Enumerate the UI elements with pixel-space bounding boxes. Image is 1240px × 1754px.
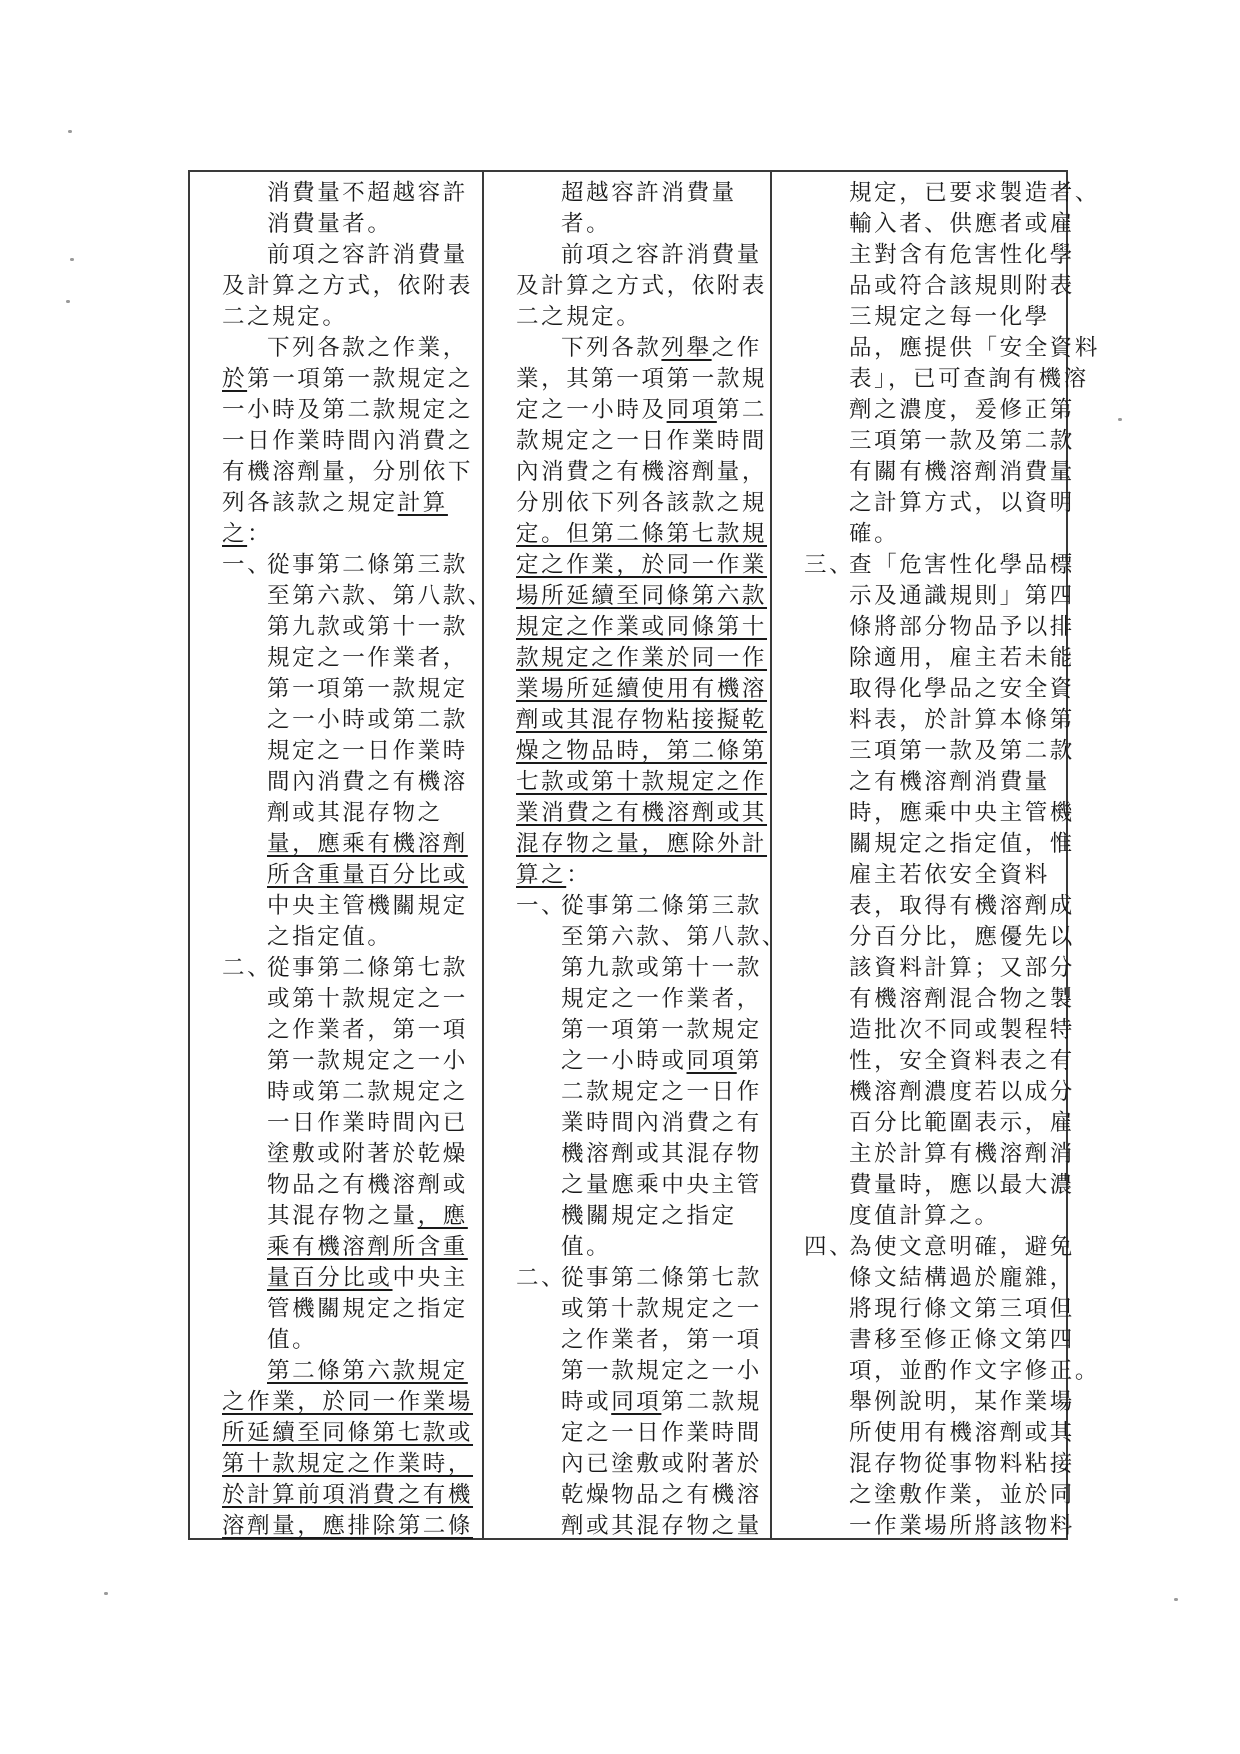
text-line xyxy=(484,891,770,922)
text-line xyxy=(190,1294,482,1325)
text-line xyxy=(772,674,1075,705)
text-segment: 一小時及第二款規定之 xyxy=(222,397,474,423)
text-segment: 或第十款規定之一 xyxy=(267,986,468,1012)
text-line xyxy=(772,550,1075,581)
amended-provisions-column xyxy=(190,172,493,1539)
text-line xyxy=(772,829,1075,860)
text-line xyxy=(190,1387,482,1418)
text-segment: 從事第二條第三款 xyxy=(267,552,468,578)
text-segment: 條文結構過於龐雜， xyxy=(849,1265,1075,1291)
text-line xyxy=(190,1325,482,1356)
text-segment: 之計算方式，以資明 xyxy=(849,490,1075,516)
text-segment: ： xyxy=(566,862,592,888)
scan-speck xyxy=(68,130,72,133)
text-line xyxy=(484,1387,770,1418)
text-segment: 之作業者，第一項 xyxy=(267,1017,468,1043)
comparison-table xyxy=(188,170,1101,1540)
item-number: 二、 xyxy=(516,1265,567,1291)
text-segment: 條將部分物品予以排 xyxy=(849,614,1075,640)
text-segment: 之一小時或 xyxy=(561,1048,687,1074)
text-line xyxy=(484,581,770,612)
text-segment: 間內消費之有機溶 xyxy=(267,769,468,795)
text-line xyxy=(190,1139,482,1170)
text-line xyxy=(772,1015,1075,1046)
text-line xyxy=(190,1015,482,1046)
text-line xyxy=(772,178,1101,209)
text-line xyxy=(190,891,482,922)
explanation-column xyxy=(770,172,1101,1539)
text-line xyxy=(772,705,1075,736)
text-line xyxy=(190,1263,482,1294)
text-segment: 或第十款規定之一 xyxy=(561,1296,762,1322)
text-line xyxy=(772,612,1075,643)
text-segment: 乾燥物品之有機溶 xyxy=(561,1482,762,1508)
text-segment: 有機溶劑量，分別依下 xyxy=(222,459,474,485)
text-line xyxy=(484,922,787,953)
underlined-text-segment: 同項 xyxy=(686,1048,737,1074)
text-line xyxy=(772,1511,1075,1542)
text-segment: 中央主 xyxy=(392,1265,468,1291)
text-segment: 定之一小時及 xyxy=(516,397,667,423)
text-line xyxy=(772,581,1075,612)
text-line xyxy=(484,209,770,240)
text-line xyxy=(484,860,770,891)
scan-speck xyxy=(70,258,74,261)
underlined-text-segment: 定之作業，於同一作業 xyxy=(516,552,768,578)
text-line xyxy=(772,333,1101,364)
text-segment: 示及通識規則」第四 xyxy=(849,583,1075,609)
text-segment: 該資料計算；又部分 xyxy=(849,955,1075,981)
text-line xyxy=(190,457,482,488)
current-provisions-column xyxy=(482,172,787,1539)
text-line xyxy=(484,271,770,302)
text-segment: 之作業者，第一項 xyxy=(561,1327,762,1353)
text-line xyxy=(484,240,770,271)
text-line xyxy=(772,1046,1075,1077)
underlined-text-segment: 溶劑量，應排除第二條 xyxy=(222,1513,474,1539)
scan-speck xyxy=(104,1592,108,1595)
text-line xyxy=(484,1418,770,1449)
text-segment: 三規定之每一化學 xyxy=(849,304,1050,330)
text-line xyxy=(484,1108,770,1139)
text-segment: 規定，已要求製造者、 xyxy=(849,180,1101,206)
underlined-text-segment: 同項 xyxy=(666,397,717,423)
text-segment: 表，取得有機溶劑成 xyxy=(849,893,1075,919)
text-segment: 其混存物之量 xyxy=(267,1203,418,1229)
text-line xyxy=(484,178,770,209)
text-line xyxy=(484,953,770,984)
text-line xyxy=(772,860,1066,891)
text-line xyxy=(484,488,770,519)
text-segment: 項，並酌作文字修正。 xyxy=(849,1358,1101,1384)
text-line xyxy=(190,271,482,302)
text-line xyxy=(772,209,1075,240)
text-segment: 劑之濃度，爰修正第 xyxy=(849,397,1075,423)
text-segment: 者。 xyxy=(561,211,612,237)
text-segment: 第二款規 xyxy=(661,1389,762,1415)
underlined-text-segment: 量百分比或 xyxy=(267,1265,393,1291)
text-line xyxy=(484,643,770,674)
text-line xyxy=(190,426,482,457)
text-line xyxy=(772,1294,1075,1325)
text-line xyxy=(772,1449,1075,1480)
text-line xyxy=(484,1015,770,1046)
underlined-text-segment: 所延續至同條第七款或 xyxy=(222,1420,474,1446)
text-line xyxy=(190,829,482,860)
underlined-text-segment: 業場所延續使用有機溶 xyxy=(516,676,768,702)
text-segment: 第一項第一款規定之 xyxy=(247,366,474,392)
underlined-text-segment: 款規定之作業於同一作 xyxy=(516,645,768,671)
text-segment: 混存物從事物料粘接 xyxy=(849,1451,1075,1477)
text-segment: 確。 xyxy=(849,521,900,547)
underlined-text-segment: 規定之作業或同條第十 xyxy=(516,614,768,640)
text-line xyxy=(484,705,770,736)
text-segment: 分百分比，應優先以 xyxy=(849,924,1075,950)
underlined-text-segment: 所含重量百分比或 xyxy=(267,862,468,888)
text-line xyxy=(772,1232,1075,1263)
text-segment: 有機溶劑混合物之製 xyxy=(849,986,1075,1012)
text-line xyxy=(190,488,482,519)
text-line xyxy=(484,798,770,829)
text-line xyxy=(484,519,770,550)
text-segment: 二之規定。 xyxy=(516,304,642,330)
text-line xyxy=(772,1139,1075,1170)
item-number: 一、 xyxy=(516,893,567,919)
text-line xyxy=(190,1480,482,1511)
text-line xyxy=(772,984,1075,1015)
text-segment: 一日作業時間內消費之 xyxy=(222,428,474,454)
text-line xyxy=(772,798,1075,829)
text-segment: 消費量者。 xyxy=(267,211,393,237)
text-line xyxy=(190,1511,482,1542)
text-segment: 舉例說明，某作業場 xyxy=(849,1389,1075,1415)
text-line xyxy=(772,1077,1075,1108)
text-line xyxy=(484,1046,770,1077)
text-line xyxy=(484,736,770,767)
text-segment: 第一款規定之一小 xyxy=(267,1048,468,1074)
text-segment: 分別依下列各該款之規 xyxy=(516,490,768,516)
text-line xyxy=(772,1480,1075,1511)
text-line xyxy=(484,674,770,705)
text-line xyxy=(484,1201,770,1232)
text-segment: 時，應乘中央主管機 xyxy=(849,800,1075,826)
text-segment: 一日作業時間內已 xyxy=(267,1110,468,1136)
text-line xyxy=(190,1046,482,1077)
text-line xyxy=(772,1263,1075,1294)
underlined-text-segment: 定。但第二條第七款規 xyxy=(516,521,768,547)
text-segment: 物品之有機溶劑或 xyxy=(267,1172,468,1198)
text-line xyxy=(190,1356,482,1387)
text-segment: 業時間內消費之有 xyxy=(561,1110,762,1136)
text-segment: ： xyxy=(247,521,273,547)
text-line xyxy=(190,984,482,1015)
text-line xyxy=(484,829,770,860)
text-line xyxy=(772,1356,1101,1387)
text-line xyxy=(190,860,482,891)
text-segment: 表」，已可查詢有機溶 xyxy=(849,366,1089,392)
text-segment: 之量應乘中央主管 xyxy=(561,1172,762,1198)
text-line xyxy=(484,395,770,426)
text-line xyxy=(190,333,482,364)
text-segment: 機關規定之指定 xyxy=(561,1203,737,1229)
text-segment: 除適用，雇主若未能 xyxy=(849,645,1075,671)
text-segment: 雇主若依安全資料 xyxy=(849,862,1050,888)
text-line xyxy=(190,643,482,674)
text-segment: 列各該款之規定 xyxy=(222,490,398,516)
text-line xyxy=(484,1356,770,1387)
text-line xyxy=(190,736,482,767)
text-segment: 三項第一款及第二款 xyxy=(849,428,1075,454)
text-segment: 從事第二條第七款 xyxy=(267,955,468,981)
text-segment: 取得化學品之安全資 xyxy=(849,676,1075,702)
text-segment: 輸入者、供應者或雇 xyxy=(849,211,1075,237)
text-segment: 有關有機溶劑消費量 xyxy=(849,459,1075,485)
text-line xyxy=(190,581,493,612)
underlined-text-segment: ，應 xyxy=(417,1203,468,1229)
text-line xyxy=(190,767,482,798)
text-segment: 性，安全資料表之有 xyxy=(849,1048,1075,1074)
text-line xyxy=(772,736,1075,767)
underlined-text-segment: 乘有機溶劑所含重 xyxy=(267,1234,468,1260)
text-line xyxy=(484,457,770,488)
text-segment: 時或 xyxy=(561,1389,612,1415)
text-segment: 下列各款之作業， xyxy=(267,335,468,361)
text-segment: 內已塗敷或附著於 xyxy=(561,1451,762,1477)
underlined-text-segment: 第十款規定之作業時， xyxy=(222,1451,474,1477)
text-segment: 內消費之有機溶劑量， xyxy=(516,459,768,485)
text-line xyxy=(190,1232,482,1263)
text-segment: 品，應提供「安全資料 xyxy=(849,335,1101,361)
text-line xyxy=(190,209,482,240)
text-line xyxy=(484,1449,770,1480)
text-segment: 第一項第一款規定 xyxy=(267,676,468,702)
item-number: 一、 xyxy=(222,552,273,578)
text-line xyxy=(772,271,1075,302)
text-line xyxy=(772,1108,1075,1139)
text-line xyxy=(772,922,1075,953)
item-number: 三、 xyxy=(804,552,855,578)
text-line xyxy=(484,1325,770,1356)
underlined-text-segment: 七款或第十款規定之作 xyxy=(516,769,768,795)
text-line xyxy=(772,1325,1075,1356)
text-line xyxy=(772,953,1075,984)
text-segment: 業，其第一項第一款規 xyxy=(516,366,768,392)
text-segment: 管機關規定之指定 xyxy=(267,1296,468,1322)
text-line xyxy=(190,1201,482,1232)
underlined-text-segment: 業消費之有機溶劑或其 xyxy=(516,800,768,826)
text-segment: 書移至修正條文第四 xyxy=(849,1327,1075,1353)
underlined-text-segment: 同項 xyxy=(611,1389,662,1415)
item-number: 二、 xyxy=(222,955,273,981)
text-segment: 關規定之指定值，惟 xyxy=(849,831,1075,857)
text-segment: 主對含有危害性化學 xyxy=(849,242,1075,268)
text-line xyxy=(772,1418,1075,1449)
text-segment: 值。 xyxy=(267,1327,318,1353)
text-segment: 之有機溶劑消費量 xyxy=(849,769,1050,795)
text-segment: 時或第二款規定之 xyxy=(267,1079,468,1105)
text-line xyxy=(484,550,770,581)
text-segment: 第 xyxy=(736,1048,762,1074)
text-segment: 之塗敷作業，並於同 xyxy=(849,1482,1075,1508)
text-line xyxy=(772,643,1075,674)
text-line xyxy=(484,302,770,333)
text-line xyxy=(190,519,482,550)
text-line xyxy=(484,1077,770,1108)
text-segment: 之一小時或第二款 xyxy=(267,707,468,733)
text-segment: 三項第一款及第二款 xyxy=(849,738,1075,764)
text-line xyxy=(190,1077,482,1108)
text-segment: 第一項第一款規定 xyxy=(561,1017,762,1043)
text-line xyxy=(772,1387,1075,1418)
scan-speck xyxy=(1174,1598,1178,1601)
text-segment: 前項之容許消費量 xyxy=(561,242,762,268)
underlined-text-segment: 混存物之量，應除外計 xyxy=(516,831,768,857)
text-line xyxy=(772,767,1066,798)
text-line xyxy=(772,1201,1066,1232)
item-number: 四、 xyxy=(804,1234,855,1260)
text-line xyxy=(772,457,1075,488)
text-segment: 機溶劑或其混存物 xyxy=(561,1141,762,1167)
text-line xyxy=(190,240,482,271)
text-segment: 百分比範圍表示，雇 xyxy=(849,1110,1075,1136)
text-segment: 及計算之方式，依附表 xyxy=(222,273,474,299)
text-segment: 造批次不同或製程特 xyxy=(849,1017,1075,1043)
text-segment: 劑或其混存物之量 xyxy=(561,1513,762,1539)
text-line xyxy=(484,426,770,457)
text-line xyxy=(484,984,770,1015)
text-segment: 定之一日作業時間 xyxy=(561,1420,762,1446)
text-segment: 之作 xyxy=(711,335,762,361)
underlined-text-segment: 之作業，於同一作業場 xyxy=(222,1389,474,1415)
text-line xyxy=(190,1449,482,1480)
text-line xyxy=(772,302,1066,333)
text-line xyxy=(190,705,482,736)
text-segment: 規定之一作業者， xyxy=(267,645,468,671)
underlined-text-segment: 之 xyxy=(222,521,248,547)
text-line xyxy=(772,364,1089,395)
text-line xyxy=(190,953,482,984)
text-segment: 前項之容許消費量 xyxy=(267,242,468,268)
text-segment: 將現行條文第三項但 xyxy=(849,1296,1075,1322)
text-line xyxy=(190,1418,482,1449)
text-segment: 至第六款、第八款、 xyxy=(561,924,787,950)
text-segment: 及計算之方式，依附表 xyxy=(516,273,768,299)
text-line xyxy=(190,612,482,643)
text-line xyxy=(484,1232,770,1263)
text-segment: 規定之一作業者， xyxy=(561,986,762,1012)
text-segment: 為使文意明確，避免 xyxy=(849,1234,1075,1260)
text-segment: 度值計算之。 xyxy=(849,1203,1000,1229)
text-segment: 超越容許消費量 xyxy=(561,180,737,206)
scan-speck xyxy=(66,300,70,303)
text-line xyxy=(190,798,482,829)
text-segment: 機溶劑濃度若以成分 xyxy=(849,1079,1075,1105)
underlined-text-segment: 計算 xyxy=(397,490,448,516)
text-segment: 塗敷或附著於乾燥 xyxy=(267,1141,468,1167)
text-segment: 品或符合該規則附表 xyxy=(849,273,1075,299)
text-line xyxy=(772,395,1075,426)
text-line xyxy=(190,922,482,953)
underlined-text-segment: 算之 xyxy=(516,862,567,888)
underlined-text-segment: 於 xyxy=(222,366,248,392)
underlined-text-segment: 量，應乘有機溶劑 xyxy=(267,831,468,857)
text-segment: 下列各款 xyxy=(561,335,662,361)
text-segment: 料表，於計算本條第 xyxy=(849,707,1075,733)
text-segment: 款規定之一日作業時間 xyxy=(516,428,768,454)
text-segment: 查「危害性化學品標 xyxy=(849,552,1075,578)
text-line xyxy=(484,1480,770,1511)
text-segment: 費量時，應以最大濃 xyxy=(849,1172,1075,1198)
text-segment: 從事第二條第七款 xyxy=(561,1265,762,1291)
text-line xyxy=(484,612,770,643)
text-line xyxy=(484,1511,770,1542)
underlined-text-segment: 第二條第六款規定 xyxy=(267,1358,468,1384)
underlined-text-segment: 劑或其混存物粘接擬乾 xyxy=(516,707,768,733)
text-line xyxy=(190,550,482,581)
text-segment: 二之規定。 xyxy=(222,304,348,330)
text-segment: 第一款規定之一小 xyxy=(561,1358,762,1384)
text-line xyxy=(772,519,1066,550)
text-segment: 第二 xyxy=(716,397,768,423)
text-line xyxy=(484,1170,770,1201)
text-segment: 劑或其混存物之 xyxy=(267,800,443,826)
text-segment: 中央主管機關規定 xyxy=(267,893,468,919)
text-segment: 第九款或第十一款 xyxy=(267,614,468,640)
text-line xyxy=(190,302,482,333)
text-line xyxy=(772,891,1075,922)
text-line xyxy=(484,333,770,364)
text-segment: 消費量不超越容許 xyxy=(267,180,468,206)
text-line xyxy=(190,178,482,209)
text-line xyxy=(772,426,1075,457)
text-line xyxy=(190,364,482,395)
underlined-text-segment: 於計算前項消費之有機 xyxy=(222,1482,474,1508)
text-line xyxy=(772,488,1075,519)
underlined-text-segment: 燥之物品時，第二條第 xyxy=(516,738,768,764)
text-line xyxy=(190,1108,482,1139)
text-line xyxy=(772,240,1075,271)
text-line xyxy=(190,1170,482,1201)
text-line xyxy=(772,1170,1075,1201)
text-segment: 值。 xyxy=(561,1234,612,1260)
text-segment: 第九款或第十一款 xyxy=(561,955,762,981)
text-line xyxy=(190,674,482,705)
text-line xyxy=(484,364,770,395)
text-segment: 一作業場所將該物料 xyxy=(849,1513,1075,1539)
text-line xyxy=(484,767,770,798)
text-segment: 之指定值。 xyxy=(267,924,393,950)
scan-speck xyxy=(1118,418,1122,421)
text-segment: 二款規定之一日作 xyxy=(561,1079,762,1105)
text-segment: 從事第二條第三款 xyxy=(561,893,762,919)
text-line xyxy=(484,1294,770,1325)
underlined-text-segment: 場所延續至同條第六款 xyxy=(516,583,768,609)
text-line xyxy=(484,1263,770,1294)
text-segment: 規定之一日作業時 xyxy=(267,738,468,764)
underlined-text-segment: 列舉 xyxy=(661,335,712,361)
text-segment: 所使用有機溶劑或其 xyxy=(849,1420,1075,1446)
text-line xyxy=(484,1139,770,1170)
text-segment: 至第六款、第八款、 xyxy=(267,583,493,609)
text-segment: 主於計算有機溶劑消 xyxy=(849,1141,1075,1167)
text-line xyxy=(190,395,482,426)
